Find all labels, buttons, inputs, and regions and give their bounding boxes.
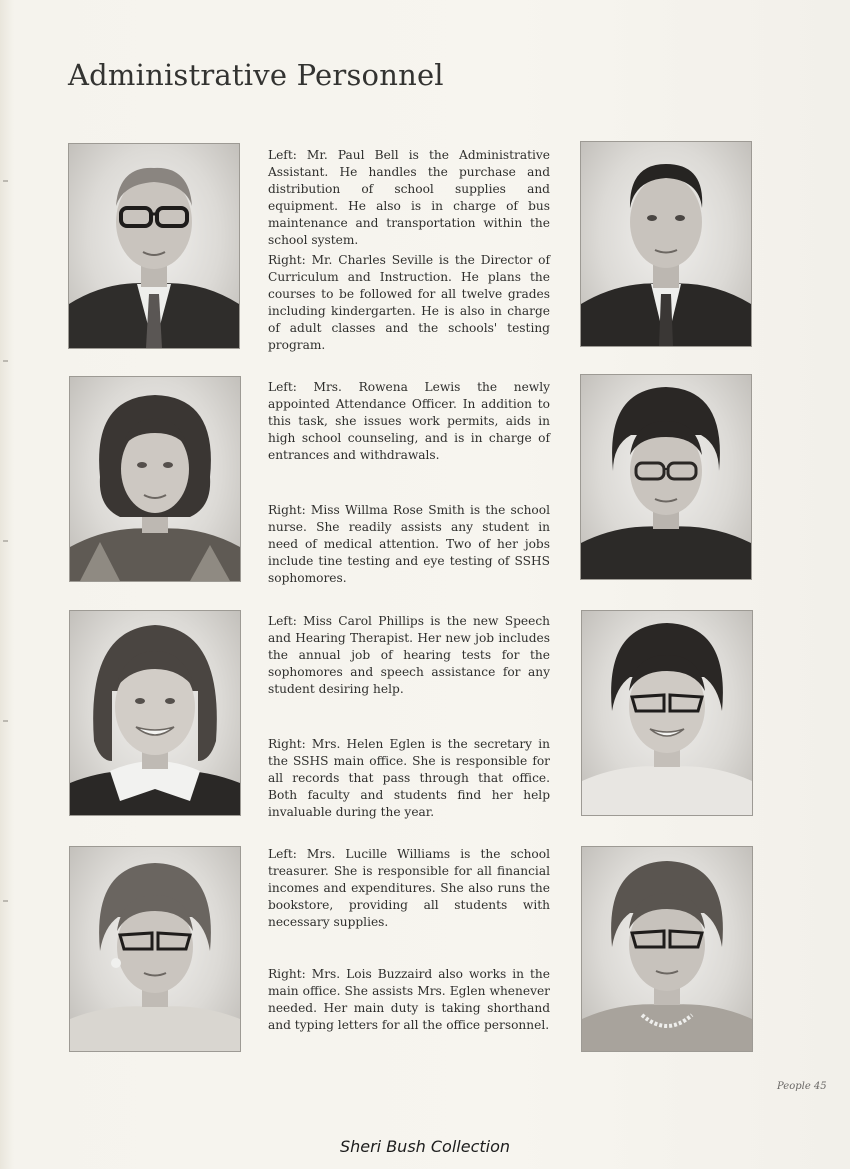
portrait-charles-seville xyxy=(580,141,752,347)
caption-willma-smith: Right: Miss Willma Rose Smith is the school nurse. She readily assists any student in need of medical attention. Two of her jobs include tine testing and eye testing of SSHS sophomores. xyxy=(268,503,550,585)
caption-charles-seville: Right: Mr. Charles Seville is the Director of Curriculum and Instruction. He plans the courses to be followed for all twelve grades including kindergarten. He is also in charge of adult classes and the schools' testing program. xyxy=(268,253,550,352)
caption-paul-bell: Left: Mr. Paul Bell is the Administrative Assistant. He handles the purchase and distribution of school supplies and equipment. He also is in charge of bus maintenance and transportation within the school system. xyxy=(268,148,550,247)
binding-mark xyxy=(3,180,8,182)
caption-willma-smith-block xyxy=(268,502,550,587)
portrait-willma-smith xyxy=(580,374,752,580)
caption-rowena-lewis: Left: Mrs. Rowena Lewis the newly appointed Attendance Officer. In addition to this task, she issues work permits, aids in high school counseling, and is in charge of entrances and withdrawals. xyxy=(268,380,550,462)
page-folio: People 45 xyxy=(777,1081,827,1092)
caption-block-1 xyxy=(268,147,550,354)
portrait-lucille-williams xyxy=(69,846,241,1052)
portrait-paul-bell xyxy=(68,143,240,349)
binding-mark xyxy=(3,720,8,722)
portrait-carol-phillips xyxy=(69,610,241,816)
binding-mark xyxy=(3,540,8,542)
caption-lois-buzzaird-block xyxy=(268,966,550,1034)
caption-rowena-lewis-block xyxy=(268,379,550,464)
caption-carol-phillips-block xyxy=(268,613,550,698)
binding-mark xyxy=(3,360,8,362)
caption-helen-eglen: Right: Mrs. Helen Eglen is the secretary in the SSHS main office. She is responsible for all records that pass through that office. Both faculty and students find her help invaluable during the year. xyxy=(268,737,550,819)
page-title: Administrative Personnel xyxy=(68,58,444,92)
portrait-lois-buzzaird xyxy=(581,846,753,1052)
caption-lucille-williams: Left: Mrs. Lucille Williams is the school treasurer. She is responsible for all financial incomes and expenditures. She also runs the bookstore, providing all students with necessary supplies. xyxy=(268,847,550,929)
portrait-rowena-lewis xyxy=(69,376,241,582)
caption-carol-phillips: Left: Miss Carol Phillips is the new Speech and Hearing Therapist. Her new job includes the annual job of hearing tests for the sophomores and speech assistance for any student desiring help. xyxy=(268,614,550,696)
collection-credit: Sheri Bush Collection xyxy=(339,1137,511,1156)
caption-helen-eglen-block xyxy=(268,736,550,821)
caption-lucille-williams-block xyxy=(268,846,550,931)
caption-lois-buzzaird: Right: Mrs. Lois Buzzaird also works in the main office. She assists Mrs. Eglen whenever needed. Her main duty is taking shorthand and typing letters for all the office personnel. xyxy=(268,967,550,1032)
binding-mark xyxy=(3,900,8,902)
portrait-helen-eglen xyxy=(581,610,753,816)
